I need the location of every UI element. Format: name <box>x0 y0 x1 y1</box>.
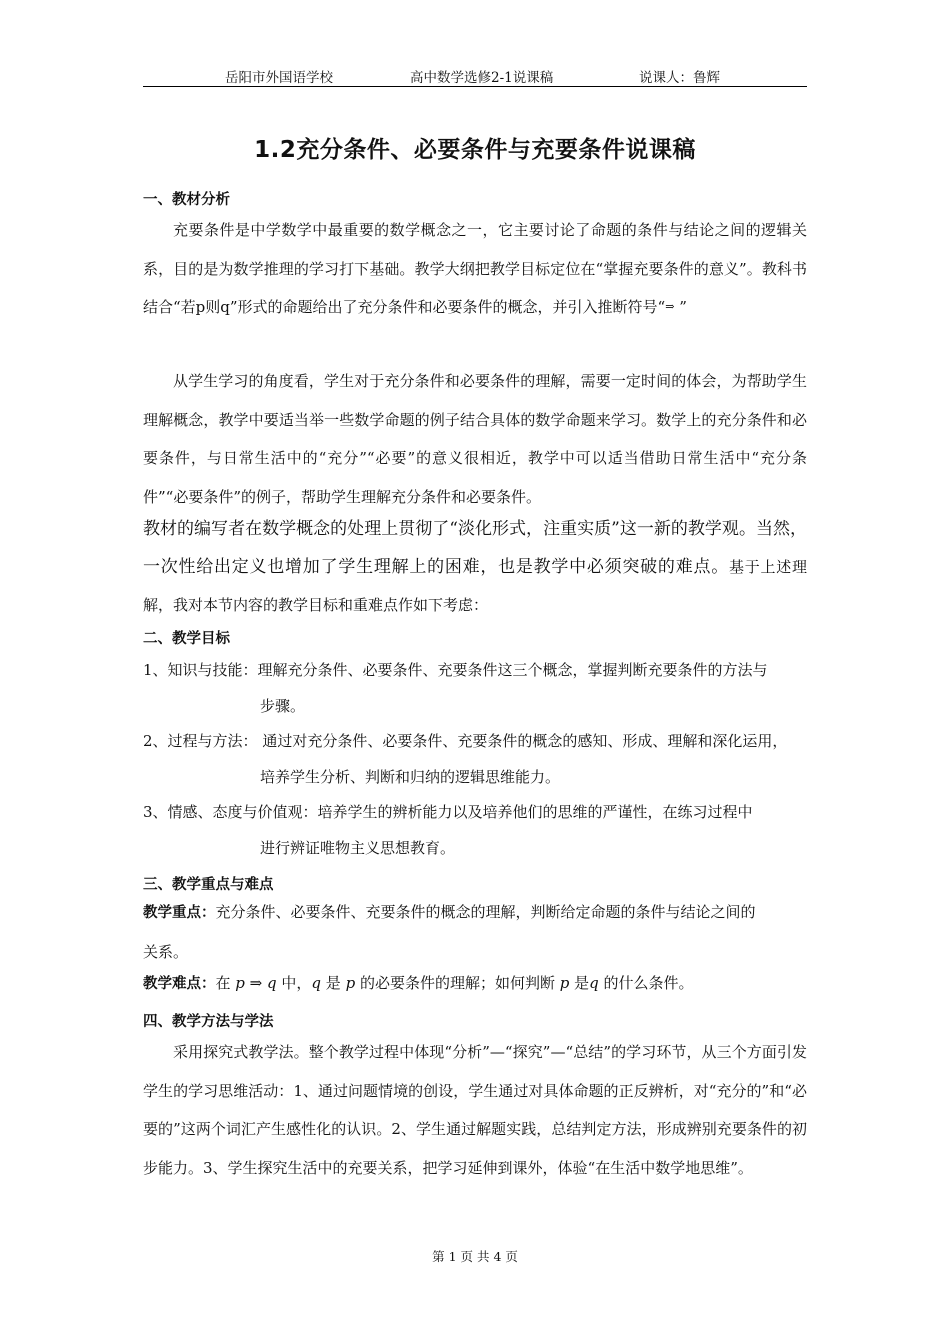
header-course: 高中数学选修2-1说课稿 <box>410 70 554 86</box>
goal-line: 通过对充分条件、必要条件、充要条件的概念的感知、形成、理解和深化运用， <box>257 732 788 750</box>
math-q: q <box>267 974 277 992</box>
focus-text-continued: 关系。 <box>143 942 189 961</box>
math-p: p <box>559 974 570 992</box>
analysis-paragraph-2: 从学生学习的角度看，学生对于充分条件和必要条件的理解，需要一定时间的体会，为帮助学生理解概念，教学中要适当举一些数学命题的例子结合具体的数学命题来学习。数学上的充分条件和必要条件，与日常生活中的“充分”“必要”的意义很相近，教学中可以适当借助日常生活中“充分条件”“必要条件”的例子，帮助学生理解充分条件和必要条件。 <box>143 372 807 506</box>
math-q: q <box>589 974 599 992</box>
math-q: q <box>311 974 322 992</box>
implies-symbol: ⇒ <box>249 974 263 992</box>
methods-paragraph: 采用探究式教学法。整个教学过程中体现“分析”—“探究”—“总结”的学习环节，从三个方面引发学生的学习思维活动：1、通过问题情境的创设，学生通过对具体命题的正反辨析，对“充分的”和“必要的”这两个词汇产生感性化的认识。2、学生通过解题实践，总结判定方法，形成辨别充要条件的初步能力。3、学生探究生活中的充要关系，把学习延伸到课外，体验“在生活中数学地思维”。 <box>143 1043 807 1177</box>
difficulty-text: 中， <box>276 974 312 992</box>
goal-label: 3、情感、态度与价值观： <box>143 803 318 821</box>
analysis-p1-text: 充要条件是中学数学中最重要的数学概念之一，它主要讨论了命题的条件与结论之间的逻辑关系，目的是为数学推理的学习打下基础。教学大纲把教学目标定位在“掌握充要条件的意义”。教科书结合“若p则q”形式的命题给出了充分条件和必要条件的概念，并引入推断符号“ <box>143 221 807 316</box>
page-title: 1.2充分条件、必要条件与充要条件说课稿 <box>254 137 696 163</box>
math-p: p <box>345 974 356 992</box>
header-speaker: 说课人：鲁辉 <box>639 70 720 86</box>
analysis-p3-tail: 基于上述理解，我对本节内容的教学目标和重难点作如下考虑： <box>143 558 807 614</box>
goal-line: 培养学生的辨析能力以及培养他们的思维的严谨性，在练习过程中 <box>317 803 753 821</box>
page-footer: 第 1 页 共 4 页 <box>432 1249 518 1264</box>
difficulty-text: 的什么条件。 <box>598 974 694 992</box>
difficulty-text: 在 <box>215 974 236 992</box>
section-heading-goals: 二、教学目标 <box>143 631 230 647</box>
difficulty-text: 是 <box>569 974 590 992</box>
difficulty-text: 的必要条件的理解；如何判断 <box>355 974 560 992</box>
section-heading-methods: 四、教学方法与学法 <box>143 1014 274 1030</box>
goal-line-continued: 进行辨证唯物主义思想教育。 <box>260 839 456 857</box>
difficulty-label: 教学难点： <box>143 976 216 992</box>
goal-line-continued: 培养学生分析、判断和归纳的逻辑思维能力。 <box>260 768 561 786</box>
goal-item-1 <box>143 652 813 715</box>
difficulty-text: 是 <box>321 974 346 992</box>
section-heading-analysis: 一、教材分析 <box>143 192 230 208</box>
focus-label: 教学重点： <box>143 905 216 921</box>
section-heading-key-points: 三、教学重点与难点 <box>143 877 274 893</box>
goal-label: 1、知识与技能： <box>143 661 258 679</box>
focus-text: 充分条件、必要条件、充要条件的概念的理解，判断给定命题的条件与结论之间的 <box>215 903 756 921</box>
header-school: 岳阳市外国语学校 <box>225 70 333 86</box>
goal-item-2 <box>143 723 813 786</box>
teaching-focus <box>143 893 807 971</box>
analysis-paragraph-3 <box>143 510 807 624</box>
goal-line: 理解充分条件、必要条件、充要条件这三个概念，掌握判断充要条件的方法与 <box>257 661 768 679</box>
analysis-paragraph-1 <box>143 211 807 327</box>
analysis-p3-text: 教材的编写者在数学概念的处理上贯彻了“淡化形式，注重实质”这一新的教学观。当然，一次性给出定义也增加了学生理解上的困难，也是教学中必须突破的难点。 <box>143 519 807 577</box>
teaching-difficulty <box>143 964 807 1004</box>
page-header <box>143 64 807 87</box>
goal-label: 2、过程与方法： <box>143 732 258 750</box>
math-p: p <box>235 974 245 992</box>
implies-symbol: ⇒ <box>665 300 675 313</box>
analysis-p1-end: ” <box>674 298 687 316</box>
goal-item-3 <box>143 794 813 857</box>
goal-line-continued: 步骤。 <box>260 697 306 715</box>
